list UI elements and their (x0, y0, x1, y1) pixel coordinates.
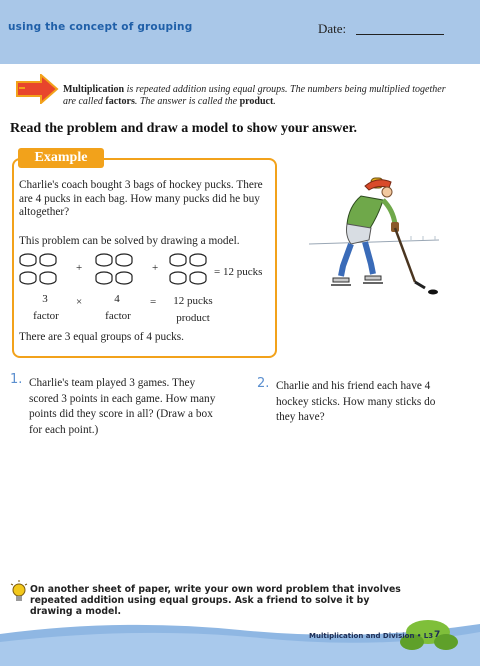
hockey-player-illustration (299, 166, 449, 306)
example-conclusion: There are 3 equal groups of 4 pucks. (19, 331, 185, 343)
instruction-heading: Read the problem and draw a model to show your answer. (10, 121, 358, 136)
page-number: 7 (434, 630, 441, 640)
date-label: Date: (318, 21, 347, 36)
times-sign: × (76, 296, 83, 308)
product-label: product (176, 312, 210, 324)
example-problem: Charlie's coach bought 3 bags of hockey pucks. There are 4 pucks in each bag. How many pucks did he buy altogether? (19, 179, 263, 218)
factor1-value: 3 (42, 293, 48, 305)
definition-factors: factors (105, 96, 135, 107)
arrow-icon (15, 74, 59, 104)
footer-section-label: Multiplication and Division • L3 (309, 632, 434, 640)
definition-text: Multiplication is repeated addition using equal groups. The numbers being multiplied together are called factors. The answer is called the product. (63, 84, 446, 107)
factor2-value: 4 (114, 293, 120, 305)
plus-sign-1: + (76, 262, 83, 274)
question-2-text: Charlie and his friend each have 4 hockey sticks. How many sticks do they have? (276, 380, 436, 423)
example-solve-text: This problem can be solved by drawing a model. (19, 235, 240, 247)
question-1-number: 1. (10, 372, 23, 387)
puck-group-3 (170, 254, 206, 284)
example-tab: Example (18, 148, 104, 168)
factor2-label: factor (105, 310, 131, 322)
lightbulb-icon (10, 580, 28, 604)
equals-sign: = (150, 296, 157, 308)
question-2-number: 2. (257, 376, 270, 391)
factor1-label: factor (33, 310, 59, 322)
definition-term: Multiplication (63, 84, 125, 95)
plus-sign-2: + (152, 262, 159, 274)
puck-group-1 (20, 254, 56, 284)
definition-product: product (239, 96, 274, 107)
model-result: = 12 pucks (214, 266, 263, 278)
page-title: using the concept of grouping (8, 21, 193, 33)
footer-activity-note: On another sheet of paper, write your own word problem that involves repeated addition using equal groups. Ask a friend to solve it by drawing a model. (30, 584, 401, 617)
puck-group-2 (96, 254, 132, 284)
date-line (356, 34, 444, 35)
question-1-text: Charlie's team played 3 games. They scored 3 points in each game. How many points did they score in all? (Draw a box for each point.) (29, 377, 216, 436)
product-value: 12 pucks (173, 295, 213, 307)
